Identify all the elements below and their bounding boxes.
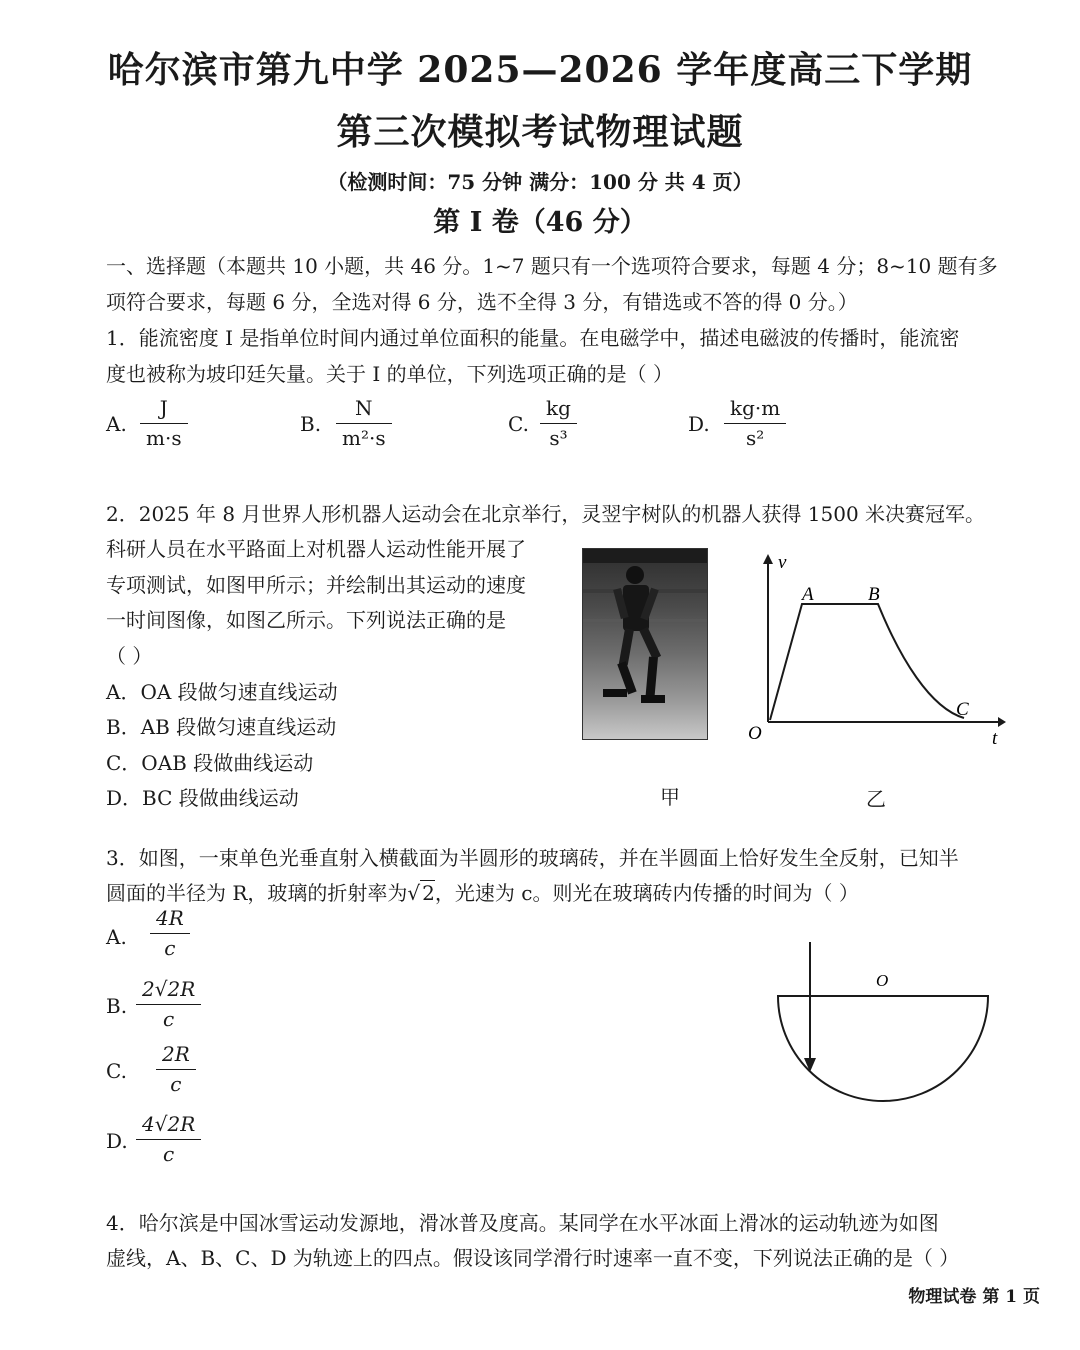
q1-option-a-label: A. [106,412,127,436]
q2-option-b: B．AB 段做匀速直线运动 [106,715,337,739]
q1-option-d-den: s² [745,426,765,450]
exam-title-line2: 第三次模拟考试物理试题 [336,111,744,153]
q4-line2: 虚线，A、B、C、D 为轨迹上的四点。假设该同学滑行时速率一直不变，下列说法正确的是（ ） [106,1246,960,1270]
robot-photo [582,548,708,740]
q3-option-c-fraction [156,1042,196,1096]
q3-sqrt-value: 2 [422,881,435,905]
q3-option-a-fraction [150,906,190,960]
q1-option-b-num: N [355,396,373,420]
page-footer: 物理试卷 第 1 页 [908,1287,1040,1307]
point-a-label: A [802,584,814,605]
q1-option-a-den: m·s [146,426,182,450]
t-axis-label: t [992,728,998,749]
q3-option-d-num: 4√2R [142,1112,196,1136]
q1-option-c-fraction [540,396,577,450]
q3-option-b-fraction [136,977,201,1031]
q3-option-a-den: c [164,936,176,960]
point-c-label: C [956,699,969,720]
q1-option-d-fraction [724,396,786,450]
q1-option-c-den: s³ [549,426,568,450]
q3-option-c-label: C. [106,1059,127,1083]
q2-line1: 2．2025 年 8 月世界人形机器人运动会在北京举行，灵翌宇树队的机器人获得 1500 米决赛冠军。 [106,502,986,526]
instructions-line1: 一、选择题（本题共 10 小题，共 46 分。1~7 题只有一个选项符合要求，每题 4 分；8~10 题有多 [106,254,998,278]
q3-option-d-fraction [136,1112,201,1166]
sqrt-symbol: √ [407,881,421,905]
q3-option-c-num: 2R [162,1042,190,1066]
q4-line1: 4．哈尔滨是中国冰雪运动发源地，滑冰普及度高。某同学在水平冰面上滑冰的运动轨迹为如图 [106,1211,939,1235]
q1-option-c-num: kg [546,396,571,420]
robot-silhouette [583,549,707,739]
q1-option-b-den: m²·s [342,426,386,450]
exam-title-line1: 哈尔滨市第九中学 2025—2026 学年度高三下学期 [107,49,973,91]
q2-option-a: A．OA 段做匀速直线运动 [106,680,338,704]
q3-option-b-den: c [163,1007,175,1031]
figure-jia-caption: 甲 [660,785,680,809]
q1-option-b-label: B. [300,412,322,436]
q3-line2 [106,877,859,906]
q3-option-a-num: 4R [156,906,184,930]
q2-line3: 专项测试，如图甲所示；并绘制出其运动的速度 [106,573,526,597]
q3-line1: 3．如图，一束单色光垂直射入横截面为半圆形的玻璃砖，并在半圆面上恰好发生全反射，已知半 [106,846,959,870]
v-axis-label: v [778,552,787,573]
q2-line2: 科研人员在水平路面上对机器人运动性能开展了 [106,537,526,561]
t-axis-arrow [998,717,1006,727]
q1-line1: 1．能流密度 I 是指单位时间内通过单位面积的能量。在电磁学中，描述电磁波的传播时，能流密 [106,326,960,350]
q1-option-c-label: C. [508,412,529,436]
q2-option-d: D．BC 段做曲线运动 [106,786,299,810]
instructions-line2: 项符合要求，每题 6 分，全选对得 6 分，选不全得 3 分，有错选或不答的得 0 分。） [106,290,858,314]
q3-line2-part-b: ，光速为 c。则光在玻璃砖内传播的时间为（ ） [434,881,859,905]
q3-option-b-num: 2√2R [142,977,196,1001]
semicircle-diagram [770,938,1000,1113]
q3-option-d-den: c [163,1142,175,1166]
q3-line2-part-a: 圆面的半径为 R，玻璃的折射率为 [106,881,408,905]
q2-option-c: C．OAB 段做曲线运动 [106,751,314,775]
q1-option-a-num: J [159,396,168,420]
section-title: 第 I 卷（46 分） [433,207,647,238]
q1-option-a-fraction [140,396,188,450]
exam-meta: （检测时间：75 分钟 满分：100 分 共 4 页） [327,170,753,194]
origin-label: O [748,723,762,744]
light-ray-arrow [804,1058,816,1072]
q3-option-d-label: D. [106,1129,128,1153]
point-b-label: B [868,584,880,605]
figure-yi-caption: 乙 [866,787,886,811]
vt-graph [740,548,1010,760]
q3-option-c-den: c [170,1072,182,1096]
vt-curve [770,604,964,720]
q3-option-b-label: B. [106,994,128,1018]
center-o-label: O [876,971,889,990]
v-axis-arrow [763,554,773,564]
q1-option-d-num: kg·m [730,396,781,420]
q1-line2: 度也被称为坡印廷矢量。关于 I 的单位，下列选项正确的是（ ） [106,362,673,386]
q3-option-a-label: A. [106,925,127,949]
q1-option-b-fraction [336,396,392,450]
q1-option-d-label: D. [688,412,710,436]
q2-line4: 一时间图像，如图乙所示。下列说法正确的是 [106,608,506,632]
q2-line5: （ ） [106,644,153,668]
